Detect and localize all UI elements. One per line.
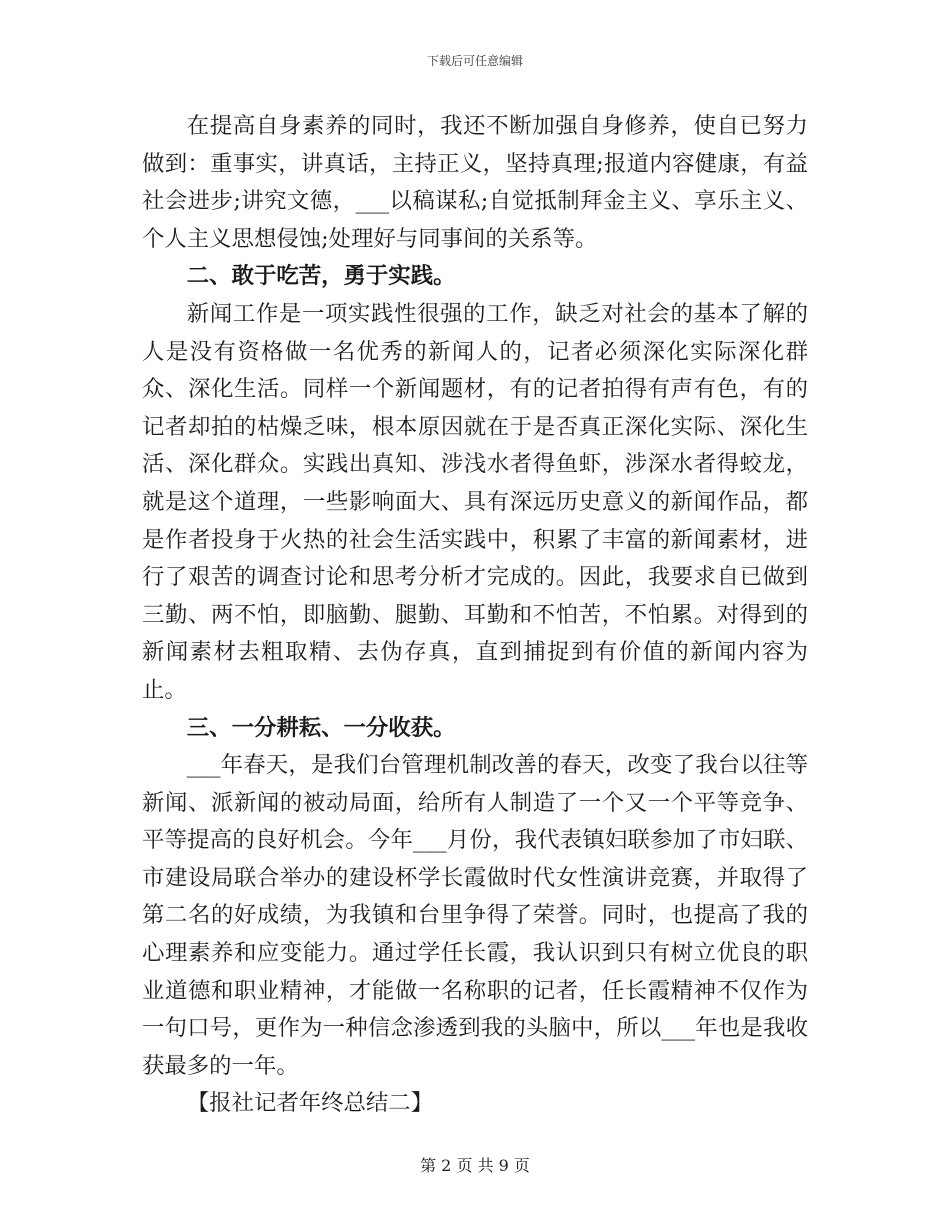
page-number: 第 2 页 共 9 页 [420,1156,530,1175]
paragraph-self-cultivation: 在提高自身素养的同时，我还不断加强自身修养，使自已努力做到：重事实，讲真话，主持正义，坚持真理;报道内容健康，有益社会进步;讲究文德，___以稿谋私;自觉抵制拜金主义、享乐主义、个人主义思想侵蚀;处理好与同事间的关系等。 [142,113,808,252]
page-header: 下载后可任意编辑 [426,54,523,68]
section-heading-two: 二、敢于吃苦，勇于实践。 [186,263,456,290]
next-section-title: 【报社记者年终总结二】 [186,1090,434,1117]
section-heading-three: 三、一分耕耘、一分收获。 [186,714,456,741]
document-body [142,108,808,1123]
paragraph-practice: 新闻工作是一项实践性很强的工作，缺乏对社会的基本了解的人是没有资格做一名优秀的新闻人的，记者必须深化实际深化群众、深化生活。同样一个新闻题材，有的记者拍得有声有色，有的记者却拍的枯燥乏味，根本原因就在于是否真正深化实际、深化生活、深化群众。实践出真知、涉浅水者得鱼虾，涉深水者得蛟龙，就是这个道理，一些影响面大、具有深远历史意义的新闻作品，都是作者投身于火热的社会生活实践中，积累了丰富的新闻素材，进行了艰苦的调查讨论和思考分析才完成的。因此，我要求自已做到三勤、两不怕，即脑勤、腿勤、耳勤和不怕苦，不怕累。对得到的新闻素材去粗取精、去伪存真，直到捕捉到有价值的新闻内容为止。 [142,300,808,703]
paragraph-harvest: ___年春天，是我们台管理机制改善的春天，改变了我台以往等新闻、派新闻的被动局面，给所有人制造了一个又一个平等竞争、平等提高的良好机会。今年___月份，我代表镇妇联参加了市妇联、市建设局联合举办的建设杯学长霞做时代女性演讲竞赛，并取得了第二名的好成绩，为我镇和台里争得了荣誉。同时，也提高了我的心理素养和应变能力。通过学任长霞，我认识到只有树立优良的职业道德和职业精神，才能做一名称职的记者，任长霞精神不仅作为一句口号，更作为一种信念渗透到我的头脑中，所以___年也是我收获最多的一年。 [142,752,808,1079]
